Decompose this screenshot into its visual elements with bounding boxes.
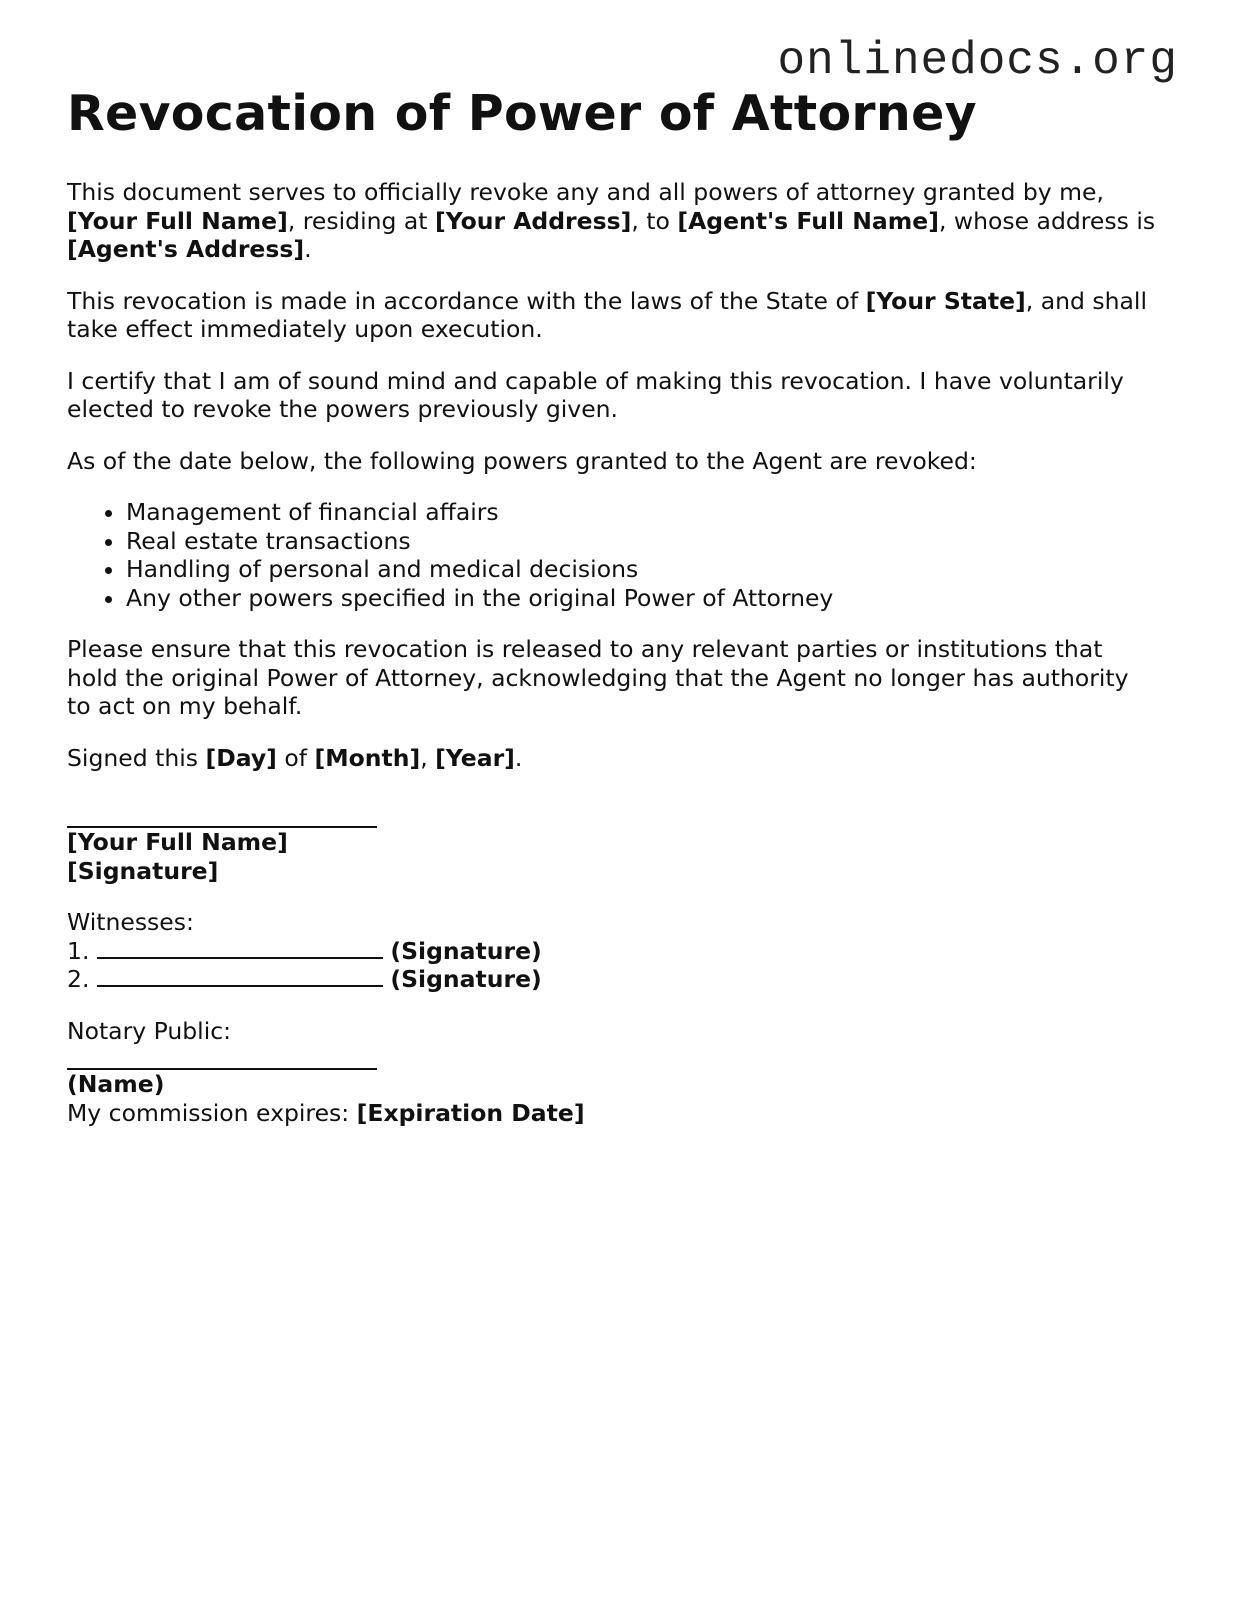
witness-row: 2. (Signature) [67,965,542,993]
state-placeholder: [Your State] [865,286,1026,315]
document-title: Revocation of Power of Attorney [67,85,977,142]
intro-paragraph: This document serves to officially revoke any and all powers of attorney granted by me, [Your Full Name], residing at [Your Address], to [Agent's Full Name], whose address is [Agent's Address]. [67,178,1156,263]
signature-placeholder: [Signature] [67,856,219,885]
list-item: • Handling of personal and medical decisions [126,555,1157,584]
month-placeholder: [Month] [314,743,421,772]
witnesses-block [67,908,1157,994]
signer-name-placeholder: [Your Full Name] [67,828,288,856]
witness-signature-line[interactable] [97,937,383,959]
list-item: • Real estate transactions [126,527,1157,556]
powers-list [67,498,1157,612]
witnesses-label: Witnesses: [67,908,194,936]
your-address-placeholder: [Your Address] [434,206,632,235]
witness-signature-line[interactable] [97,965,383,987]
signature-line[interactable] [67,807,377,828]
your-name-placeholder: [Your Full Name] [67,206,288,235]
list-item: • Any other powers specified in the original Power of Attorney [126,584,1157,613]
agent-address-placeholder: [Agent's Address] [67,235,305,263]
list-item: • Management of financial affairs [126,498,1157,527]
notary-name-placeholder: (Name) [67,1070,165,1098]
witness-row: 1. (Signature) [67,936,542,965]
commission-line: My commission expires: [Expiration Date] [67,1098,585,1127]
year-placeholder: [Year] [435,743,515,772]
notary-signature-line[interactable] [67,1050,377,1070]
expiration-placeholder: [Expiration Date] [356,1098,585,1127]
state-paragraph: This revocation is made in accordance with the laws of the State of [Your State], and shall take effect immediately upon execution. [67,286,1147,343]
release-paragraph: Please ensure that this revocation is released to any relevant parties or institutions that hold the original Power of Attorney, acknowledging that the Agent no longer has authority to act on my behalf. [67,635,1129,720]
watermark-logo: onlinedocs.org [777,35,1178,87]
certify-paragraph: I certify that I am of sound mind and capable of making this revocation. I have voluntarily elected to revoke the powers previously given. [67,366,1124,423]
document [67,84,1157,1127]
signed-line: Signed this [Day] of [Month], [Year]. [67,743,523,772]
agent-name-placeholder: [Agent's Full Name] [677,206,939,235]
day-placeholder: [Day] [205,743,277,772]
powers-intro: As of the date below, the following powers granted to the Agent are revoked: [67,446,977,475]
signature-block [67,807,1157,885]
notary-label: Notary Public: [67,1016,232,1045]
notary-block [67,1017,1157,1128]
